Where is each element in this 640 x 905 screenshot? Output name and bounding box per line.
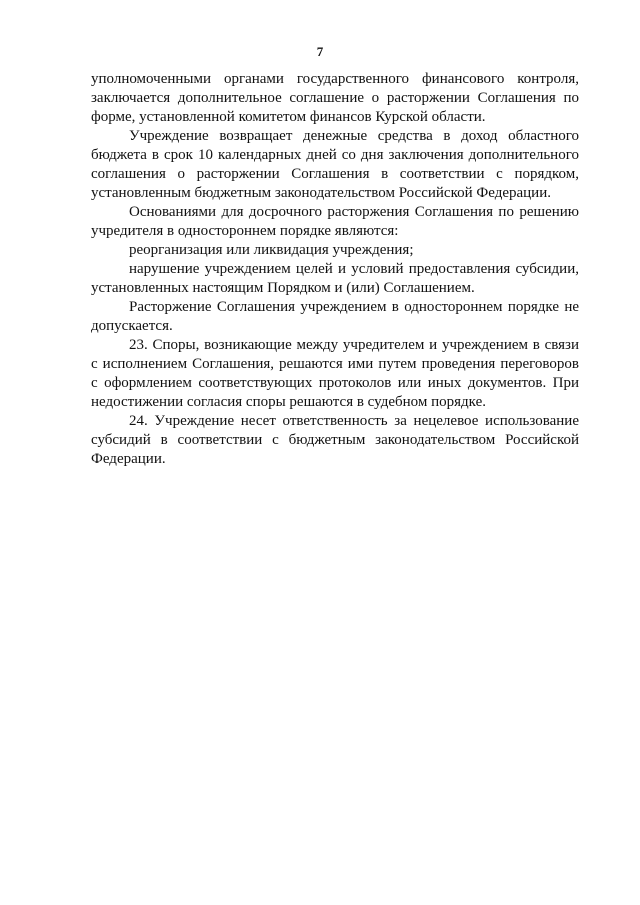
paragraph-24-responsibility: 24. Учреждение несет ответственность за нецелевое использование субсидий в соответствии с бюджетным законодательством Российской Федерации. xyxy=(91,413,579,467)
page-number: 7 xyxy=(316,44,324,59)
document-body xyxy=(91,70,579,469)
paragraph-continuation: уполномоченными органами государственного финансового контроля, заключается дополнительное соглашение о расторжении Соглашения по форме, установленной комитетом финансов Курской области. xyxy=(91,71,579,125)
paragraph-funds-return: Учреждение возвращает денежные средства в доход областного бюджета в срок 10 календарных дней со дня заключения дополнительного соглашения о расторжении Соглашения в соответствии с порядком, установленным бюджетным законодательством Российской Федерации. xyxy=(91,128,579,201)
paragraph-termination-grounds: Основаниями для досрочного расторжения Соглашения по решению учредителя в одностороннем порядке являются: xyxy=(91,204,579,239)
paragraph-unilateral-not-allowed: Расторжение Соглашения учреждением в одностороннем порядке не допускается. xyxy=(91,299,579,334)
paragraph-reorganization: реорганизация или ликвидация учреждения; xyxy=(129,242,414,258)
paragraph-violation: нарушение учреждением целей и условий предоставления субсидии, установленных настоящим Порядком и (или) Соглашением. xyxy=(91,261,579,296)
paragraph-23-disputes: 23. Споры, возникающие между учредителем и учреждением в связи с исполнением Соглашения, решаются ими путем проведения переговоров с оформлением соответствующих протоколов или иных документов. При недостижении согласия споры решаются в судебном порядке. xyxy=(91,337,579,410)
